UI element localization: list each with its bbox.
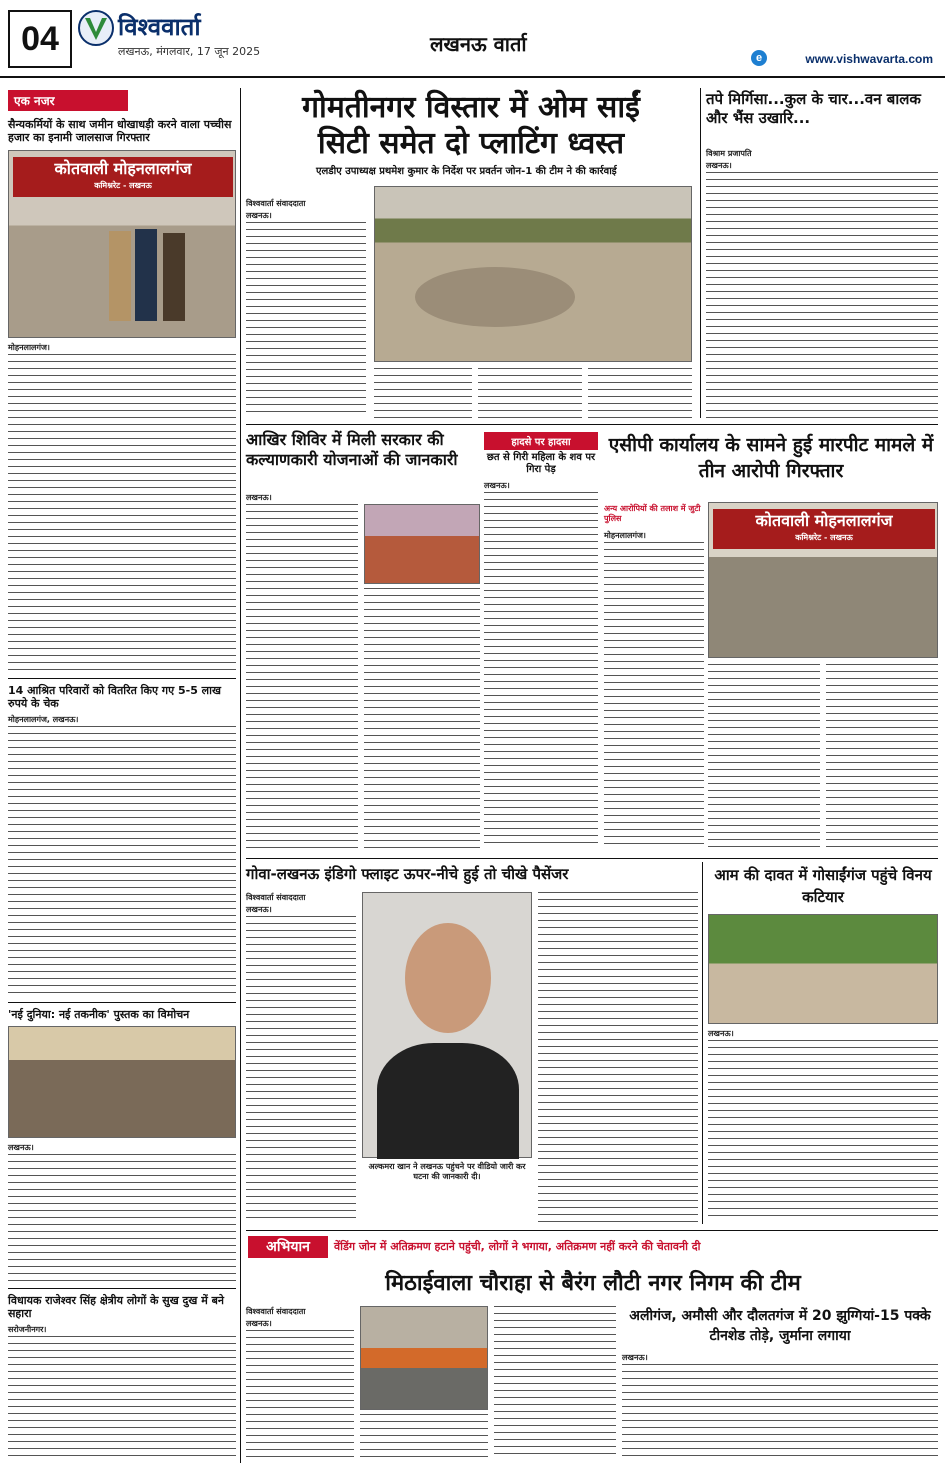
brand-name: विश्ववार्ता xyxy=(118,13,201,41)
photo-person xyxy=(135,229,157,321)
sp-office-headline: एसीपी कार्यालय के सामने हुई मारपीट मामले में तीन आरोपी गिरफ्तार xyxy=(608,434,934,482)
story4-body xyxy=(8,1336,236,1458)
bottom-dateline: लखनऊ। xyxy=(246,1319,272,1328)
story2-headline: 14 आश्रित परिवारों को वितरित किए गए 5-5 लाख रुपये के चेक xyxy=(8,684,221,711)
sp-office-body-col1 xyxy=(604,542,704,849)
story3-body xyxy=(8,1154,236,1284)
camp-dateline: लखनऊ। xyxy=(246,493,272,502)
passenger-photo xyxy=(362,892,532,1158)
aliganj-story xyxy=(622,1306,938,1466)
flight-story xyxy=(246,862,698,1226)
photo-sign: कोतवाली मोहनलालगंज कमिश्नरेट - लखनऊ xyxy=(13,157,233,197)
camp-body-col1 xyxy=(246,504,358,849)
right-top-body xyxy=(706,172,938,418)
bottom-byline: विश्ववार्ता संवाददाता xyxy=(246,1307,306,1316)
photo-person xyxy=(109,231,131,321)
demolition-photo xyxy=(374,186,692,362)
story2-dateline: मोहनलालगंज, लखनऊ। xyxy=(8,715,79,724)
camp-body-col2 xyxy=(364,588,480,849)
story1-body xyxy=(8,354,236,672)
book-launch-photo xyxy=(8,1026,236,1138)
lead-headline: गोमतीनगर विस्तार में ओम साईं सिटी समेत दो प्लाटिंग ध्वस्त xyxy=(302,90,640,161)
accident-tag: हादसे पर हादसा xyxy=(484,432,598,450)
person-head xyxy=(405,923,491,1033)
flight-byline: विश्ववार्ता संवाददाता xyxy=(246,893,306,902)
accident-headline: छत से गिरी महिला के शव पर गिरा पेड़ xyxy=(486,452,596,475)
web-e-icon: e xyxy=(751,50,767,66)
left-column xyxy=(8,90,236,1460)
story4-headline: विधायक राजेश्वर सिंह क्षेत्रीय लोगों के सुख दुख में बने सहारा xyxy=(8,1294,225,1321)
flight-photo-caption: अल्कमरा खान ने लखनऊ पहुंचने पर वीडियो जारी कर घटना की जानकारी दी। xyxy=(368,1162,526,1181)
police-station-photo xyxy=(708,502,938,658)
flight-dateline: लखनऊ। xyxy=(246,905,272,914)
rubble xyxy=(415,267,575,327)
right-top-dateline: लखनऊ। xyxy=(706,161,732,170)
sp-office-body-col2 xyxy=(708,664,820,849)
aliganj-headline: अलीगंज, अमौसी और दौलतगंज में 20 झुग्गियां-15 पक्के टीनशेड तोड़े, जुर्माना लगाया xyxy=(629,1308,931,1344)
bottom-body-col3 xyxy=(494,1306,616,1458)
mango-party-photo xyxy=(708,914,938,1024)
ek-nazar-tag: एक नजर xyxy=(8,90,128,111)
mango-story xyxy=(708,862,938,1226)
dateline: लखनऊ, मंगलवार, 17 जून 2025 xyxy=(118,45,261,58)
sp-office-story xyxy=(604,428,938,853)
vendors-photo xyxy=(360,1306,488,1410)
mango-dateline: लखनऊ। xyxy=(708,1029,734,1038)
bottom-body-col1 xyxy=(246,1330,354,1458)
camp-headline: आखिर शिविर में मिली सरकार की कल्याणकारी योजनाओं की जानकारी xyxy=(246,430,458,469)
story3-headline: 'नई दुनिया: नई तकनीक' पुस्तक का विमोचन xyxy=(8,1008,190,1021)
brand-logo-icon xyxy=(78,8,114,48)
mango-headline: आम की दावत में गोसाईंगंज पहुंचे विनय कटियार xyxy=(714,866,932,906)
horizontal-rule xyxy=(246,1230,938,1231)
flight-headline: गोवा-लखनऊ इंडिगो फ्लाइट ऊपर-नीचे हुई तो चीखे पैसेंजर xyxy=(246,865,569,883)
story1-dateline: मोहनलालगंज। xyxy=(8,343,50,352)
page-number: 04 xyxy=(8,10,72,68)
lead-body-col2 xyxy=(374,368,472,418)
bottom-strap: वेंडिंग जोन में अतिक्रमण हटाने पहुंची, लोगों ने भगाया, अतिक्रमण नहीं करने की चेतावनी दी xyxy=(334,1240,701,1253)
column-divider xyxy=(700,88,701,418)
horizontal-rule xyxy=(246,858,938,859)
lead-body-col1 xyxy=(246,222,366,418)
sp-office-dateline: मोहनलालगंज। xyxy=(604,531,646,540)
story4-dateline: सरोजनीनगर। xyxy=(8,1325,47,1334)
divider xyxy=(8,678,236,679)
column-divider xyxy=(702,862,703,1224)
divider xyxy=(8,1288,236,1289)
photo-sign: कोतवाली मोहनलालगंज कमिश्नरेट - लखनऊ xyxy=(713,509,935,549)
sp-office-body-col3 xyxy=(826,664,938,849)
lead-body-col4 xyxy=(588,368,692,418)
flight-body-col1 xyxy=(246,916,356,1222)
lead-story xyxy=(246,88,696,422)
bottom-headline: मिठाईवाला चौराहा से बैरंग लौटी नगर निगम की टीम xyxy=(385,1271,801,1296)
mango-body xyxy=(708,1040,938,1222)
website-link[interactable]: www.vishwavarta.com xyxy=(805,52,933,66)
flight-body-col2 xyxy=(538,892,698,1222)
horizontal-rule xyxy=(246,424,938,425)
accident-story xyxy=(484,428,598,853)
divider xyxy=(8,1002,236,1003)
camp-story xyxy=(246,428,480,853)
masthead xyxy=(0,0,945,78)
photo-person xyxy=(163,233,185,321)
column-divider xyxy=(240,88,241,1463)
right-top-headline: तपे मिर्गिसा...कुल के चार...वन बालक और भैंस उखारि... xyxy=(706,90,921,127)
story2-body xyxy=(8,726,236,998)
person-body xyxy=(377,1043,519,1159)
lead-subhead: एलडीए उपाध्यक्ष प्रथमेश कुमार के निर्देश पर प्रवर्तन जोन-1 की टीम ने की कार्रवाई xyxy=(316,166,617,177)
sp-office-subtag: अन्य आरोपियों की तलाश में जुटी पुलिस xyxy=(604,504,701,523)
nagar-nigam-story xyxy=(246,1306,616,1466)
right-top-story xyxy=(706,88,938,422)
bottom-body-col2 xyxy=(360,1414,488,1458)
story1-photo xyxy=(8,150,236,338)
aliganj-dateline: लखनऊ। xyxy=(622,1353,648,1362)
story1-headline: सैन्यकर्मियों के साथ जमीन धोखाधड़ी करने वाला पच्चीस हजार का इनामी जालसाज गिरफ्तार xyxy=(8,118,232,145)
section-title: लखनऊ वार्ता xyxy=(430,32,527,56)
camp-photo xyxy=(364,504,480,584)
aliganj-body xyxy=(622,1364,938,1458)
accident-body xyxy=(484,492,598,849)
lead-byline: विश्ववार्ता संवाददाता xyxy=(246,199,306,208)
story3-dateline: लखनऊ। xyxy=(8,1143,34,1152)
right-top-byline: विश्राम प्रजापति xyxy=(706,149,752,158)
abhiyan-tag: अभियान xyxy=(248,1236,328,1258)
lead-dateline: लखनऊ। xyxy=(246,211,272,220)
accident-dateline: लखनऊ। xyxy=(484,481,510,490)
lead-body-col3 xyxy=(478,368,582,418)
